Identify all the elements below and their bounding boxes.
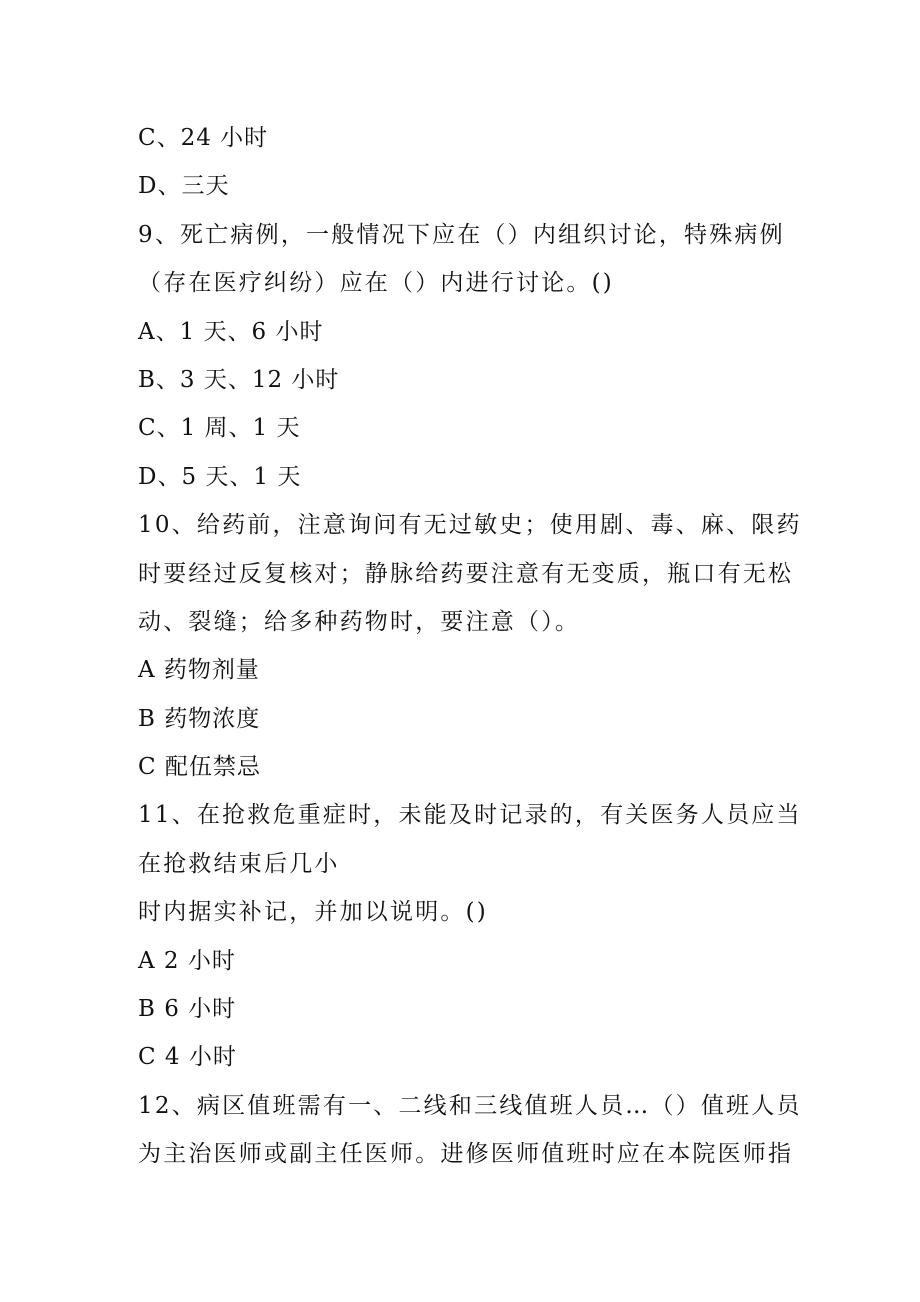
option-line: C 4 小时 [138,1044,237,1071]
question-line: 时要经过反复核对；静脉给药要注意有无变质，瓶口有无松 [138,560,794,587]
question-line: 为主治医师或副主任医师。进修医师值班时应在本院医师指 [138,1141,794,1168]
option-line: A 2 小时 [138,947,236,974]
question-line: 时内据实补记，并加以说明。() [138,899,488,926]
question-line: 动、裂缝；给多种药物时，要注意（）。 [138,608,581,635]
option-line: B 6 小时 [138,996,237,1023]
option-line: A、1 天、6 小时 [138,318,324,345]
question-line: 12、病区值班需有一、二线和三线值班人员…（）值班人员 [138,1092,802,1119]
option-line: D、三天 [138,173,230,200]
question-line: 9、死亡病例，一般情况下应在（）内组织讨论，特殊病例 [138,221,785,248]
option-line: B 药物浓度 [138,705,261,732]
option-line: C、24 小时 [138,125,269,151]
question-line: 在抢救结束后几小 [138,850,340,877]
document-body [138,114,802,1179]
option-line: C 配伍禁忌 [138,754,261,781]
option-line: B、3 天、12 小时 [138,366,340,393]
question-line: 10、给药前，注意询问有无过敏史；使用剧、毒、麻、限药 [138,512,802,539]
option-line: C、1 周、1 天 [138,415,301,442]
option-line: A 药物剂量 [138,657,260,684]
question-line: 11、在抢救危重症时，未能及时记录的，有关医务人员应当 [138,802,802,829]
option-line: D、5 天、1 天 [138,463,302,490]
question-line: （存在医疗纠纷）应在（）内进行讨论。() [138,270,614,297]
